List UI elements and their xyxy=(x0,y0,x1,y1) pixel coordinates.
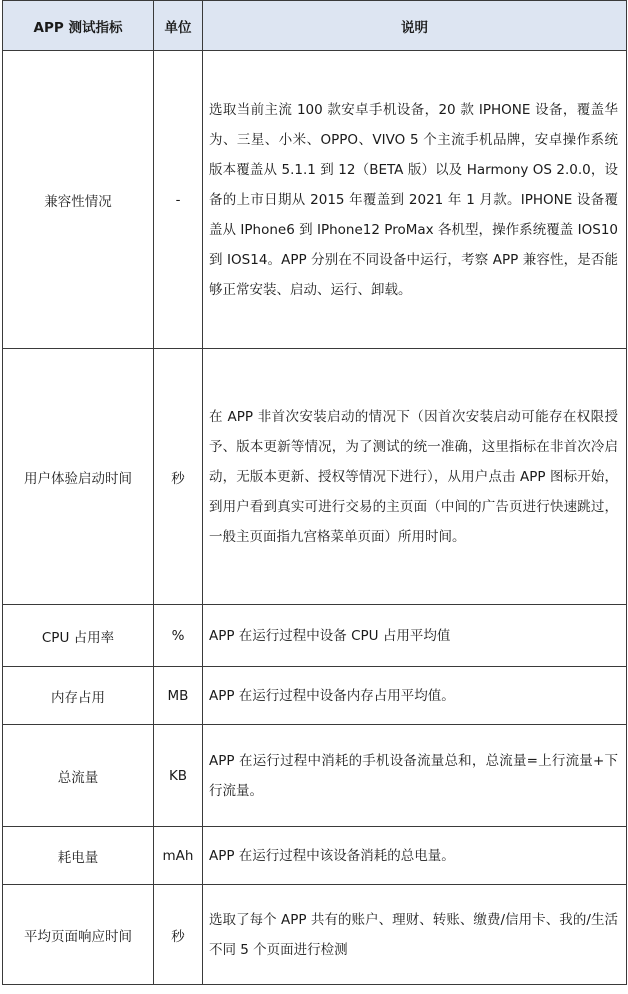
metric-description: 选取了每个 APP 共有的账户、理财、转账、缴费/信用卡、我的/生活不同 5 个页面进行检测 xyxy=(203,885,627,985)
table-row xyxy=(3,605,627,667)
metric-description: APP 在运行过程中消耗的手机设备流量总和，总流量=上行流量+下行流量。 xyxy=(203,725,627,827)
metric-description: APP 在运行过程中设备 CPU 占用平均值 xyxy=(203,605,627,667)
metric-name: 总流量 xyxy=(3,725,154,827)
metric-unit: 秒 xyxy=(154,349,203,605)
metric-unit: - xyxy=(154,51,203,349)
table-row xyxy=(3,51,627,349)
table-row xyxy=(3,885,627,985)
header-description: 说明 xyxy=(203,1,627,51)
metric-name: 平均页面响应时间 xyxy=(3,885,154,985)
metric-unit: MB xyxy=(154,667,203,725)
metric-name: 兼容性情况 xyxy=(3,51,154,349)
header-unit: 单位 xyxy=(154,1,203,51)
metric-description: 选取当前主流 100 款安卓手机设备，20 款 IPHONE 设备，覆盖华为、三星、小米、OPPO、VIVO 5 个主流手机品牌，安卓操作系统版本覆盖从 5.1.1 到 12（BETA 版）以及 Harmony OS 2.0.0，设备的上市日期从 2015 年覆盖到 2021 年 1 月款。IPHONE 设备覆盖从 IPhone6 到 IPhone12 ProMax 各机型，操作系统覆盖 IOS10 到 IOS14。APP 分别在不同设备中运行，考察 APP 兼容性，是否能够正常安装、启动、运行、卸载。 xyxy=(203,51,627,349)
table-header-row xyxy=(3,1,627,51)
metric-name: 用户体验启动时间 xyxy=(3,349,154,605)
metric-description: 在 APP 非首次安装启动的情况下（因首次安装启动可能存在权限授予、版本更新等情况，为了测试的统一准确，这里指标在非首次冷启动，无版本更新、授权等情况下进行），从用户点击 APP 图标开始，到用户看到真实可进行交易的主页面（中间的广告页进行快速跳过，一般主页面指九宫格菜单页面）所用时间。 xyxy=(203,349,627,605)
metric-name: 内存占用 xyxy=(3,667,154,725)
table-row xyxy=(3,827,627,885)
header-metric: APP 测试指标 xyxy=(3,1,154,51)
metric-unit: mAh xyxy=(154,827,203,885)
metric-description: APP 在运行过程中设备内存占用平均值。 xyxy=(203,667,627,725)
metric-name: CPU 占用率 xyxy=(3,605,154,667)
metric-name: 耗电量 xyxy=(3,827,154,885)
table-row xyxy=(3,725,627,827)
metric-unit: % xyxy=(154,605,203,667)
metric-unit: KB xyxy=(154,725,203,827)
metric-unit: 秒 xyxy=(154,885,203,985)
metric-description: APP 在运行过程中该设备消耗的总电量。 xyxy=(203,827,627,885)
metrics-table xyxy=(2,0,627,985)
table-row xyxy=(3,667,627,725)
table-row xyxy=(3,349,627,605)
